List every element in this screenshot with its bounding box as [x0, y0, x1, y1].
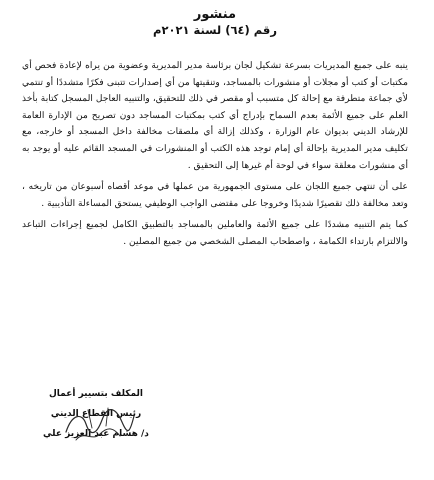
- paragraph-instructions: ينبه على جميع المديريات بسرعة تشكيل لجان برئاسة مدير المديرية وعضوية من يراه لإعادة فحص أي مكتبات أو كتب أو مجلات أو منشورات بالمساجد، وتنقيتها من أي إصدارات تتبنى فكرًا متشددًا أو تنتمي لأي جماعة متطرفة مع إحالة كل متسبب أو مقصر في ذلك للتحقيق، والتنبيه العاجل المسجل كتابة بأخذ العلم على جميع الأئمة بعدم السماح بإدراج أي كتب بمكتبات المساجد دون تصريح من الإدارة العامة للإرشاد الديني بديوان عام الوزارة ، وكذلك إزالة أي ملصقات مخالفة داخل المسجد أو خارجه، مع تكليف مدير المديرية بإحالة أي إمام توجد هذه الكتب أو المنشورات في المسجد القائم عليه أو يوجد به أي منشورات معلقة سواء في لوحة أم غيرها إلى التحقيق .: [22, 60, 408, 171]
- document-number: رقم (٦٤) لسنة ٢٠٢١م: [153, 23, 277, 37]
- signature-role: المكلف بتسيير أعمال: [48, 389, 143, 399]
- paragraph-deadline: على أن تنتهي جميع اللجان على مستوى الجمهورية من عملها في موعد أقصاه أسبوعان من تاريخه ، وتعد مخالفة ذلك تقصيرًا شديدًا وخروجا على مقتضى الواجب الوظيفي يستحق المساءلة التأديبية .: [22, 181, 408, 209]
- document-header: [22, 6, 408, 38]
- signatory-name: د/ هشام عبد العزيز علي: [43, 429, 149, 439]
- handwritten-signature-icon: [58, 402, 138, 448]
- paragraph-precautions: كما يتم التنبيه مشددًا على جميع الأئمة والعاملين بالمساجد بالتطبيق الكامل لجميع إجراءات التباعد والالتزام بارتداء الكمامة ، واصطحاب المصلى الشخصي من جميع المصلين .: [22, 219, 408, 247]
- signature-department: رئيس القطاع الديني: [50, 409, 142, 419]
- document-title: منشور: [193, 7, 237, 22]
